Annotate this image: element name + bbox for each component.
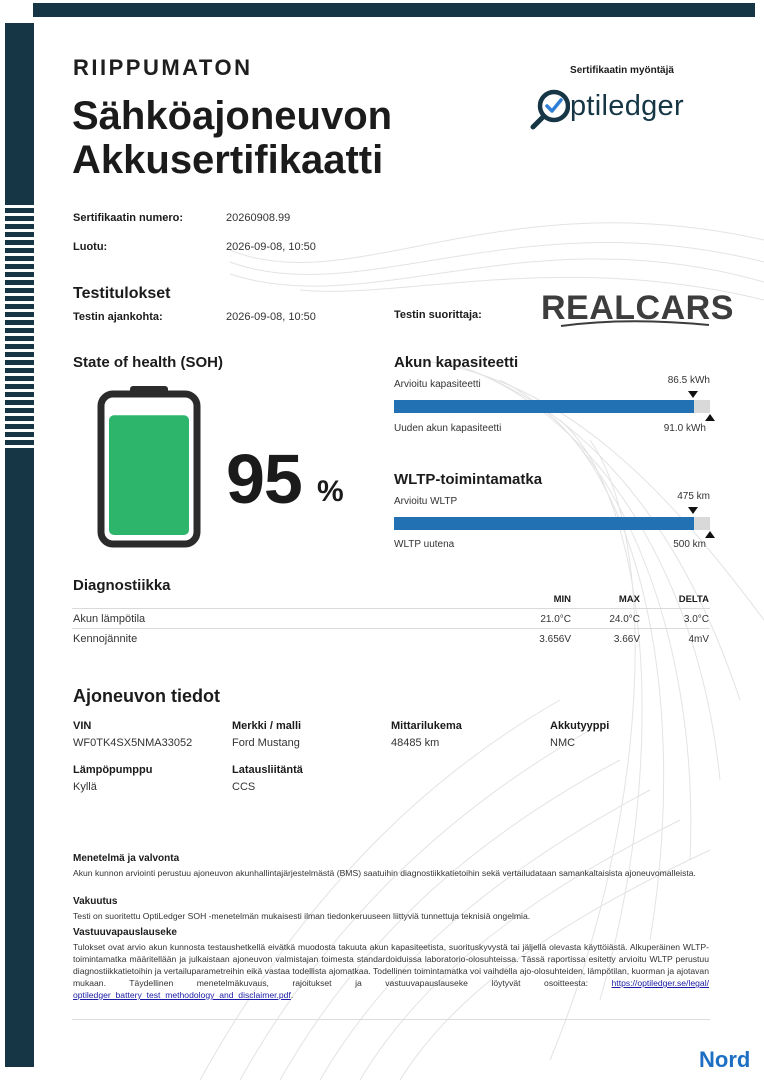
cert-number-value: 20260908.99 <box>226 212 291 224</box>
cert-created-value: 2026-09-08, 10:50 <box>226 241 316 253</box>
cert-created-label: Luotu: <box>73 241 108 253</box>
test-time-label: Testin ajankohta: <box>73 311 163 323</box>
soh-unit: % <box>317 475 344 508</box>
capacity-estimated-label: Arvioitu kapasiteetti <box>394 379 481 390</box>
left-stripe-pattern <box>5 200 34 448</box>
disclaimer-title: Vastuuvapauslauseke <box>73 927 177 938</box>
disclaimer-end: . <box>290 990 294 1000</box>
diagnostics-divider <box>72 608 710 609</box>
cert-number-label: Sertifikaatin numero: <box>73 212 184 224</box>
vehicle-field-label: Akkutyyppi <box>550 720 610 732</box>
vehicle-field-value: Kyllä <box>73 781 97 793</box>
diagnostics-divider <box>72 628 710 629</box>
method-title: Menetelmä ja valvonta <box>73 853 180 864</box>
capacity-estimated-value: 86.5 kWh <box>667 375 710 386</box>
battery-level-fill <box>109 415 189 535</box>
diagnostics-row-delta: 4mV <box>688 634 709 645</box>
wltp-bar <box>394 517 710 530</box>
capacity-new-value: 91.0 kWh <box>663 423 706 434</box>
nord-logo: Nord <box>699 1047 751 1072</box>
capacity-bar <box>394 400 710 413</box>
vehicle-field-value: 48485 km <box>391 737 440 749</box>
diagnostics-row-min: 3.656V <box>539 634 571 645</box>
vehicle-field-label: Lämpöpumppu <box>73 764 153 776</box>
issuer-label: Sertifikaatin myöntäjä <box>570 65 674 76</box>
insurance-title: Vakuutus <box>73 896 118 907</box>
vehicle-field-label: VIN <box>73 720 92 732</box>
diagnostics-col-max: MAX <box>618 594 640 605</box>
wltp-new-value: 500 km <box>673 539 706 550</box>
vehicle-field-value: Ford Mustang <box>232 737 300 749</box>
capacity-new-label: Uuden akun kapasiteetti <box>394 423 502 434</box>
realcars-swoosh-icon <box>541 319 711 329</box>
disclaimer-body: Tulokset ovat arvio akun kunnosta testaushetkellä eivätkä muodosta takuuta akun kapasiteetista, suorituskyvystä tai jäljellä olevasta käyttöiästä. Alkuperäinen WLTP-toimintamatka määritellään ja julkaistaan ajoneuvon valmistajan toimesta standardoiduissa laboratorio-olosuhteissa. Tässä raportissa esitetty arvioitu WLTP perustuu diagnostiikkatietoihin ja vertailuparametreihin eikä vastaa todellista ajomatkaa. Todellinen toimintamatka voi vaihdella ajo-olosuhteiden, lämpötilan, kuorman ja ajotavan mukaan. Täydellinen menetelmäkuvaus, rajoitukset ja vastuuvapauslauseke löytyvät osoitteesta: <box>73 942 709 988</box>
wltp-estimated-marker <box>688 507 698 514</box>
vehicle-field-value: WF0TK4SX5NMA33052 <box>73 737 193 749</box>
capacity-bar-fill <box>394 400 694 413</box>
wltp-estimated-label: Arvioitu WLTP <box>394 496 458 507</box>
optiledger-logo <box>530 86 710 130</box>
disclaimer-link[interactable]: https://optiledger.se/legal/ optiledger_battery_test_methodology_and_disclaimer.pdf <box>73 978 709 1000</box>
document-title <box>72 94 392 182</box>
title-line-1: Sähköajoneuvon <box>72 94 393 138</box>
vehicle-field-label: Merkki / malli <box>232 720 302 732</box>
method-text: Akun kunnon arviointi perustuu ajoneuvon akunhallintajärjestelmästä (BMS) saatuihin diagnostiikkatietoihin sekä vertailudataan samankaltaisista ajoneuvomalleista. <box>73 868 696 878</box>
test-performer-label: Testin suorittaja: <box>394 309 482 321</box>
wltp-bar-fill <box>394 517 694 530</box>
diagnostics-row-name: Akun lämpötila <box>73 613 146 625</box>
test-results-heading: Testitulokset <box>73 285 171 302</box>
footer-divider <box>72 1019 710 1020</box>
top-accent-bar <box>33 3 755 17</box>
capacity-heading: Akun kapasiteetti <box>394 354 519 371</box>
optiledger-wordmark: ptiledger <box>570 90 684 122</box>
diagnostics-row-delta: 3.0°C <box>683 614 709 625</box>
diagnostics-row-min: 21.0°C <box>540 614 571 625</box>
test-time-value: 2026-09-08, 10:50 <box>226 311 316 323</box>
title-line-2: Akkusertifikaatti <box>72 138 384 182</box>
capacity-new-marker <box>705 414 715 421</box>
vehicle-heading: Ajoneuvon tiedot <box>73 686 220 706</box>
vehicle-field-label: Latausliitäntä <box>232 764 303 776</box>
realcars-logo <box>541 289 734 331</box>
battery-icon <box>97 384 201 548</box>
document-kicker: RIIPPUMATON <box>73 55 253 80</box>
realcars-wordmark: REALCARS <box>541 289 734 327</box>
wltp-estimated-value: 475 km <box>677 491 710 502</box>
diagnostics-col-delta: DELTA <box>678 594 709 605</box>
diagnostics-col-min: MIN <box>553 594 571 605</box>
wltp-heading: WLTP-toimintamatka <box>394 471 543 488</box>
left-accent-bar <box>5 23 34 1067</box>
soh-value: 95 <box>226 440 302 518</box>
vehicle-field-value: CCS <box>232 781 256 793</box>
wltp-new-marker <box>705 531 715 538</box>
diagnostics-row-max: 3.66V <box>613 634 640 645</box>
wltp-new-label: WLTP uutena <box>394 539 455 550</box>
vehicle-field-label: Mittarilukema <box>391 720 462 732</box>
soh-heading: State of health (SOH) <box>73 354 224 371</box>
diagnostics-heading: Diagnostiikka <box>73 577 171 594</box>
diagnostics-row-max: 24.0°C <box>609 614 640 625</box>
vehicle-field-value: NMC <box>550 737 576 749</box>
disclaimer-text <box>73 941 709 1001</box>
optiledger-magnifier-icon <box>530 86 570 130</box>
capacity-estimated-marker <box>688 391 698 398</box>
insurance-text: Testi on suoritettu OptiLedger SOH -menetelmän mukaisesti ilman tiedonkeruuseen liittyviä tunnettuja teknisiä ongelmia. <box>73 911 531 921</box>
diagnostics-row-name: Kennojännite <box>73 633 138 645</box>
